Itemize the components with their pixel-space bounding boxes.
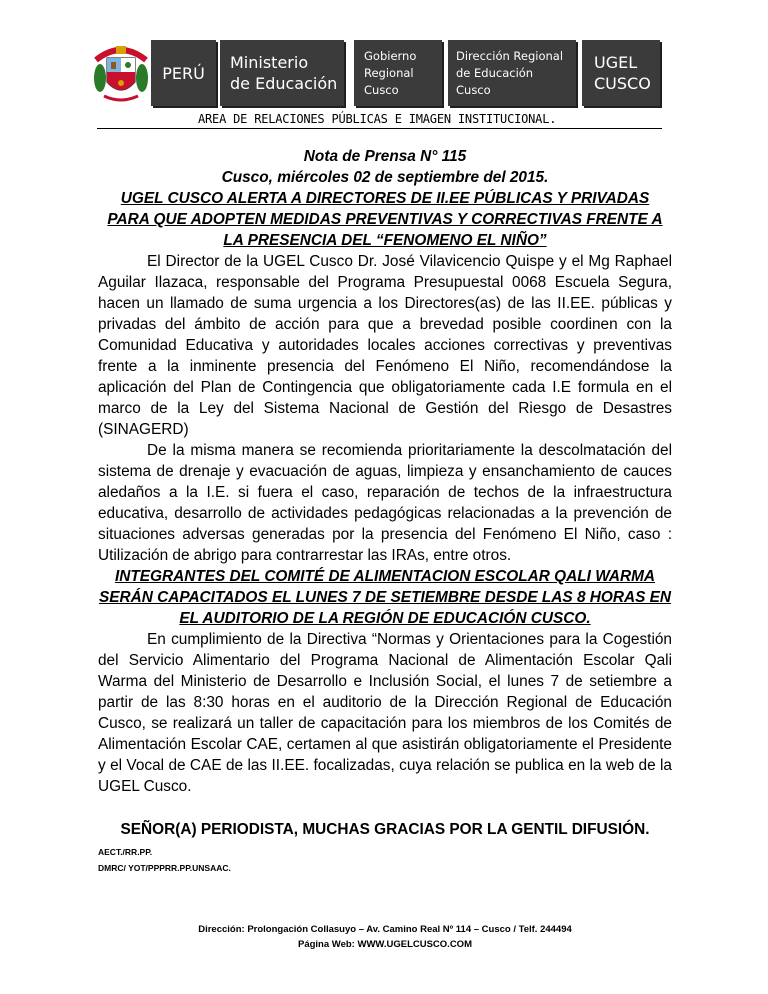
header-divider	[97, 128, 662, 129]
peru-header-box	[151, 40, 216, 106]
direccion-line-2: de Educación	[456, 65, 534, 80]
press-number: Nota de Prensa N° 115	[303, 148, 467, 165]
ministerio-line-2: de Educación	[230, 74, 338, 93]
ministerio-line-1: Ministerio	[230, 53, 309, 72]
direccion-line-1: Dirección Regional	[456, 48, 564, 63]
footer-web: Página Web: WWW.UGELCUSCO.COM	[298, 939, 472, 950]
headline-1: UGEL CUSCO ALERTA A DIRECTORES DE II.EE PÚBLICAS Y PRIVADAS PARA QUE ADOPTEN MEDIDAS PREVENTIVAS Y CORRECTIVAS FRENTE A LA PRESENCIA DEL “FENOMENO EL NIÑO”	[107, 190, 663, 249]
reference-1: AECT./RR.PP.	[98, 847, 153, 857]
press-release-body	[98, 146, 672, 876]
farewell-line: SEÑOR(A) PERIODISTA, MUCHAS GRACIAS POR LA GENTIL DIFUSIÓN.	[120, 821, 650, 838]
reference-2: DMRC/ YOT/PPPRR.PP.UNSAAC.	[98, 863, 231, 873]
paragraph-3: En cumplimiento de la Directiva “Normas y Orientaciones para la Cogestión del Servicio Alimentario del Programa Nacional de Alimentación Escolar Qali Warma del Ministerio de Desarrollo e Inclusión Social, el lunes 7 de setiembre a partir de las 8:30 horas en el auditorio de la Dirección Regional de Educación Cusco, se realizará un taller de capacitación para los miembros de los Comités de Alimentación Escolar CAE, certamen al que asistirán obligatoriamente el Presidente y el Vocal de CAE de las II.EE. focalizadas, cuya relación se publica en la web de la UGEL Cusco.	[98, 631, 672, 795]
gobierno-line-3: Cusco	[364, 82, 399, 97]
ugel-line-1: UGEL	[594, 53, 638, 72]
ugel-line-2: CUSCO	[594, 74, 651, 93]
peru-coat-of-arms-logo	[90, 38, 152, 108]
paragraph-2: De la misma manera se recomienda prioritariamente la descolmatación del sistema de drenaje y evacuación de aguas, limpieza y ensanchamiento de cauces aledaños a la I.E. si fuera el caso, reparación de techos de la infraestructura educativa, desarrollo de actividades pedagógicas relacionadas a la prevención de situaciones adversas generadas por la presencia del Fenómeno El Niño, caso : Utilización de abrigo para contrarrestar las IRAs, entre otros.	[98, 442, 672, 564]
paragraph-1: El Director de la UGEL Cusco Dr. José Vilavicencio Quispe y el Mg Raphael Aguilar Ilazaca, responsable del Programa Presupuestal 0068 Escuela Segura, hacen un llamado de suma urgencia a los Directores(as) de las II.EE. públicas y privadas del ámbito de acción para que a brevedad posible coordinen con la Comunidad Educativa y autoridades locales acciones correctivas y preventivas frente a la inminente presencia del Fenómeno El Niño, recomendándose la aplicación del Plan de Contingencia que obligatoriamente cada I.E formula en el marco de la Ley del Sistema Nacional de Gestión del Riesgo de Desastres (SINAGERD)	[98, 253, 672, 438]
gobierno-line-1: Gobierno	[364, 48, 417, 63]
headline-2: INTEGRANTES DEL COMITÉ DE ALIMENTACION ESCOLAR QALI WARMA SERÁN CAPACITADOS EL LUNES 7 DE SETIEMBRE DESDE LAS 8 HORAS EN EL AUDITORIO DE LA REGIÓN DE EDUCACIÓN CUSCO.	[98, 568, 672, 627]
ugel-header-box	[582, 40, 660, 106]
footer-address: Dirección: Prolongación Collasuyo – Av. Camino Real Nº 114 – Cusco / Telf. 244494	[198, 924, 572, 935]
area-subtitle: AREA DE RELACIONES PÚBLICAS E IMAGEN INSTITUCIONAL.	[198, 112, 557, 126]
direccion-header-box	[448, 40, 576, 106]
direccion-line-3: Cusco	[456, 82, 491, 97]
press-date: Cusco, miércoles 02 de septiembre del 2015.	[221, 169, 549, 186]
page-footer	[98, 922, 672, 952]
peru-label: PERÚ	[162, 63, 205, 83]
ministerio-header-box	[220, 40, 344, 106]
gobierno-line-2: Regional	[364, 65, 414, 80]
gobierno-header-box	[354, 40, 442, 106]
